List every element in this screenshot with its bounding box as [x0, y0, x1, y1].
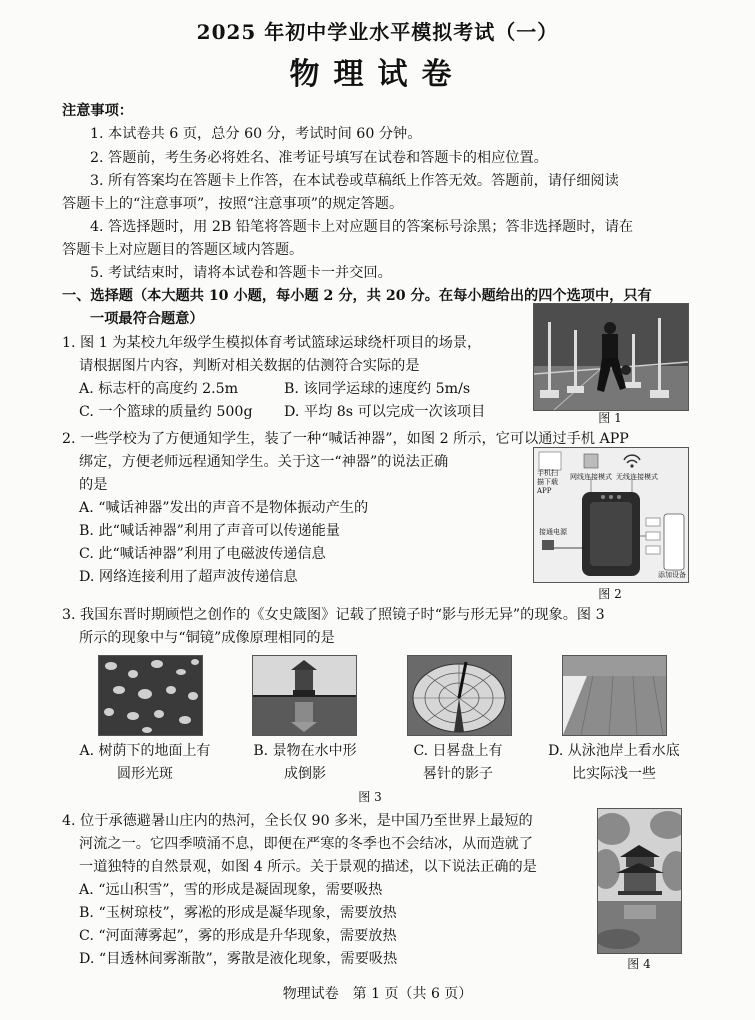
- q2-option-a: A. “喊话神器”发出的声音不是物体振动产生的: [79, 500, 369, 516]
- question-4-text: 河流之一。它四季喷涌不息，即便在严寒的冬季也不会结冰，从而造就了: [79, 836, 534, 852]
- q3-option-d: D. 从泳池岸上看水底比实际浅一些: [548, 743, 680, 782]
- note-item: 1. 本试卷共 6 页，总分 60 分，考试时间 60 分钟。: [90, 126, 422, 142]
- q4-option-b: B. “玉树琼枝”，雾凇的形成是凝华现象，需要放热: [79, 905, 397, 921]
- figure-2-label: 添加设备: [658, 571, 686, 579]
- figure-3c-photo: [407, 655, 512, 736]
- figure-2-caption: 图 2: [598, 587, 622, 601]
- question-1-text: 请根据图片内容，判断对相关数据的估测符合实际的是: [79, 358, 420, 374]
- note-item: 3. 所有答案均在答题卡上作答，在本试卷或草稿纸上作答无效。答题前，请仔细阅读: [90, 173, 619, 189]
- question-4-text: 一道独特的自然景观，如图 4 所示。关于景观的描述，以下说法正确的是: [79, 859, 537, 875]
- figure-3d-photo: [562, 655, 667, 736]
- notes-heading: 注意事项：: [62, 103, 133, 119]
- note-item: 答题卡上的“注意事项”，按照“注意事项”的规定答题。: [62, 196, 404, 212]
- paper-title: 物理试卷: [289, 57, 466, 92]
- figure-3b-photo: [252, 655, 357, 736]
- note-item: 答题卡上对应题目的答题区域内答题。: [62, 242, 304, 258]
- figure-2-diagram: [533, 447, 689, 583]
- question-3-text: 所示的现象中与“铜镜”成像原理相同的是: [79, 630, 335, 646]
- note-item: 2. 答题前，考生务必将姓名、准考证号填写在试卷和答题卡的相应位置。: [90, 150, 548, 166]
- figure-2-label: 无线连接模式: [616, 473, 658, 481]
- q3-option-c: C. 日晷盘上有晷针的影子: [413, 743, 503, 782]
- figure-3-caption: 图 3: [358, 790, 382, 804]
- page-footer: 物理试卷 第 1 页（共 6 页）: [282, 986, 473, 1002]
- q4-option-c: C. “河面薄雾起”，雾的形成是升华现象，需要放热: [79, 928, 397, 944]
- figure-2-label: 网线连接模式: [570, 473, 612, 481]
- figure-2-label: 接通电源: [539, 528, 567, 536]
- figure-3a-photo: [98, 655, 203, 736]
- figure-1-caption: 图 1: [598, 411, 622, 425]
- question-1-text: 1. 图 1 为某校九年级学生模拟体育考试篮球运球绕杆项目的场景，: [62, 335, 482, 351]
- question-3-text: 3. 我国东晋时期顾恺之创作的《女史箴图》记载了照镜子时“影与形无异”的现象。图 3: [62, 607, 605, 623]
- q4-option-a: A. “远山积雪”，雪的形成是凝固现象，需要吸热: [79, 882, 383, 898]
- question-2-text: 绑定，方便老师远程通知学生。关于这一“神器”的说法正确: [79, 454, 449, 470]
- q2-option-b: B. 此“喊话神器”利用了声音可以传递能量: [79, 523, 340, 539]
- q4-option-d: D. “目透林间雾渐散”，雾散是液化现象，需要吸热: [79, 951, 398, 967]
- question-2-text: 2. 一些学校为了方便通知学生，装了一种“喊话神器”，如图 2 所示，它可以通过手机 APP: [62, 431, 629, 447]
- q1-option-c: C. 一个篮球的质量约 500g: [79, 404, 253, 420]
- question-2-text: 的是: [79, 477, 108, 493]
- q1-option-a: A. 标志杆的高度约 2.5m: [79, 381, 239, 397]
- note-item: 5. 考试结束时，请将本试卷和答题卡一并交回。: [90, 265, 392, 281]
- q3-option-a: A. 树荫下的地面上有圆形光斑: [79, 743, 211, 782]
- figure-4-photo: [597, 808, 682, 954]
- note-item: 4. 答选择题时，用 2B 铅笔将答题卡上对应题目的答案标号涂黑；答非选择题时，请在: [90, 219, 634, 235]
- section-heading: 一、选择题（本大题共 10 小题，每小题 2 分，共 20 分。在每小题给出的四个选项中，只有: [62, 288, 652, 304]
- figure-1-photo: [533, 303, 689, 411]
- q1-option-b: B. 该同学运球的速度约 5m/s: [284, 381, 471, 397]
- q2-option-c: C. 此“喊话神器”利用了电磁波传递信息: [79, 546, 326, 562]
- figure-2-label: 手机扫描下载APP: [537, 469, 558, 495]
- q3-option-b: B. 景物在水中形成倒影: [253, 743, 357, 782]
- section-heading-cont: 一项最符合题意）: [90, 311, 204, 327]
- exam-title: 2025 年初中学业水平模拟考试（一）: [196, 20, 559, 44]
- question-4-text: 4. 位于承德避暑山庄内的热河，全长仅 90 多米，是中国乃至世界上最短的: [62, 813, 533, 829]
- figure-4-caption: 图 4: [627, 957, 651, 971]
- q2-option-d: D. 网络连接利用了超声波传递信息: [79, 569, 298, 585]
- q1-option-d: D. 平均 8s 可以完成一次该项目: [284, 404, 486, 420]
